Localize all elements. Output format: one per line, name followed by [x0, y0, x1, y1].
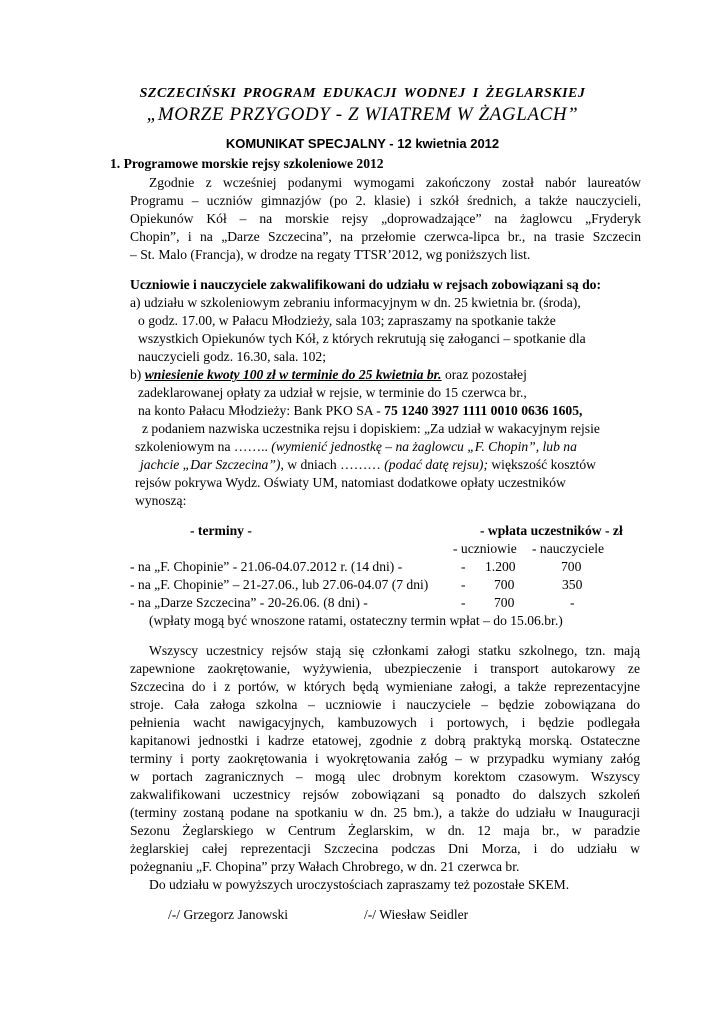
crew-line: w portach zagranicznych – mogą ulec drobnym korektom czasowym. Wszyscy	[130, 769, 640, 784]
obligation-b-italic: jachcie „Dar Szczecina”)	[140, 457, 281, 472]
obligation-b-text: , w dniach ………	[280, 457, 385, 472]
crew-line: terminy i porty zaokrętowania i wyokrętowania załóg – w przypadku wymiany załóg	[130, 751, 640, 766]
bank-account: 75 1240 3927 1111 0010 0636 1605,	[384, 403, 583, 418]
obligation-b-text: większość kosztów	[487, 457, 596, 472]
signature-left: /-/ Grzegorz Janowski	[168, 907, 289, 922]
obligation-b-deadline: wniesienie kwoty 100 zł w terminie do 25 kwietnia br.	[144, 367, 442, 382]
communique-title: KOMUNIKAT SPECJALNY - 12 kwietnia 2012	[225, 136, 500, 151]
obligation-b: rejsów pokrywa Wydz. Oświaty UM, natomiast dodatkowe opłaty uczestników	[135, 475, 566, 490]
obligations-title: Uczniowie i nauczyciele zakwalifikowani do udziału w rejsach zobowiązani są do:	[130, 277, 601, 292]
obligation-b-italic: (wymienić jednostkę – na żaglowcu „F. Chopin”, lub na	[271, 439, 577, 454]
program-title: SZCZECIŃSKI PROGRAM EDUKACJI WODNEJ I ŻEGLARSKIEJ	[139, 86, 586, 101]
crew-line: Wszyscy uczestnicy rejsów stają się członkami załogi statku szkolnego, tzn. mają	[149, 643, 640, 658]
fees-col-teachers: - nauczyciele	[532, 541, 605, 556]
obligation-b: wynoszą:	[135, 493, 187, 508]
fee-row-teachers: 350	[562, 577, 583, 592]
crew-line: stroje. Cała załoga szkolna – uczniowie i nauczyciele – będzie zobowiązana do	[130, 697, 640, 712]
intro-line: Opiekunów Kół – na morskie rejsy „doprowadzające” na żaglowcu „Fryderyk	[130, 211, 641, 226]
obligation-b-text: szkoleniowym na ……..	[135, 439, 272, 454]
fee-row-teachers: -	[570, 595, 575, 610]
obligation-b-prefix: b)	[130, 367, 145, 382]
crew-line: żeglarskiej całej reprezentacji Szczecina podczas Dni Morza, i do udziału w	[130, 841, 640, 856]
fees-note: (wpłaty mogą być wnoszone ratami, ostateczny termin wpłat – do 15.06.br.)	[149, 613, 563, 628]
fee-row-students: 700	[494, 595, 515, 610]
fee-row-teachers: 700	[561, 559, 582, 574]
crew-line: zakwalifikowani uczestnicy rejsów zobowiązani są ponadto do dalszych szkoleń	[130, 787, 640, 802]
crew-line: Szczecina do i z portów, w których będą wymieniane załogi, a także reprezentacyjne	[130, 679, 640, 694]
fee-row-label: - na „Darze Szczecina” - 20-26.06. (8 dni) -	[130, 595, 368, 610]
bank-text: na konto Pałacu Młodzieży: Bank PKO SA -	[138, 403, 385, 418]
crew-line: (terminy zostaną podane na spotkaniu w dn. 25 bm.), a także do udziału w Inauguracji	[130, 805, 640, 820]
obligation-a: wszystkich Opiekunów tych Kół, z których rekrutują się załoganci – spotkanie dla	[138, 331, 586, 346]
fee-row-label: - na „F. Chopinie” - 21.06-04.07.2012 r. (14 dni) -	[130, 559, 403, 574]
fee-row-dash: -	[461, 595, 466, 610]
fee-row-dash: -	[461, 577, 466, 592]
intro-line: Programu – uczniów gimnazjów (po 2. klasie) i szkół średnich, a także nauczycieli,	[130, 193, 641, 208]
crew-line: pełnienia wacht nawigacyjnych, kambuzowych i portowych, i będzie podlegała	[130, 715, 640, 730]
obligation-b-rest: oraz pozostałej	[441, 367, 527, 382]
intro-line: Zgodnie z wcześniej podanymi wymogami zakończony został nabór laureatów	[149, 175, 641, 190]
signature-right: /-/ Wiesław Seidler	[364, 907, 469, 922]
fees-col-dates: - terminy -	[190, 523, 252, 538]
obligation-a: nauczycieli godz. 16.30, sala. 102;	[138, 349, 326, 364]
obligation-b	[135, 438, 577, 456]
closing-line: Do udziału w powyższych uroczystościach zapraszamy też pozostałe SKEM.	[149, 877, 570, 892]
intro-line: – St. Malo (Francja), w drodze na regaty TTSR’2012, wg poniższych list.	[130, 247, 531, 262]
obligation-b: zadeklarowanej opłaty za udział w rejsie, w terminie do 15 czerwca br.,	[138, 385, 527, 400]
program-motto: „MORZE PRZYGODY - Z WIATREM W ŻAGLACH”	[146, 104, 579, 125]
fee-row-dash: -	[461, 559, 466, 574]
fee-row-label: - na „F. Chopinie” – 21-27.06., lub 27.06-04.07 (7 dni)	[130, 577, 429, 592]
crew-line: pożegnaniu „F. Chopina” przy Wałach Chrobrego, w dn. 21 czerwca br.	[130, 859, 520, 874]
intro-line: Chopin”, i na „Darze Szczecina”, na przełomie czerwca-lipca br., na trasie Szczecin	[130, 229, 641, 244]
crew-line: zapewnione zaokrętowanie, wyżywienia, ubezpieczenie i transport autokarowy ze	[130, 661, 640, 676]
crew-line: Sezonu Żeglarskiego w Centrum Żeglarskim, w dn. 12 maja br., w paradzie	[130, 823, 640, 838]
fees-col-students: - uczniowie	[453, 541, 517, 556]
obligation-b	[130, 366, 527, 384]
crew-line: kapitanowi jednostki i kadrze etatowej, zgodnie z dobrą praktyką morską. Ostateczne	[130, 733, 640, 748]
fee-row-students: 1.200	[485, 559, 516, 574]
obligation-b-italic: (podać datę rejsu);	[384, 457, 488, 472]
obligation-b	[140, 456, 596, 474]
obligation-a: a) udziału w szkoleniowym zebraniu informacyjnym w dn. 25 kwietnia br. (środa),	[130, 295, 581, 310]
fee-row-students: 700	[494, 577, 515, 592]
obligation-b	[138, 402, 582, 420]
obligation-a: o godz. 17.00, w Pałacu Młodzieży, sala 103; zapraszamy na spotkanie także	[138, 313, 556, 328]
fees-col-payment: - wpłata uczestników - zł	[480, 523, 623, 538]
section-heading: 1. Programowe morskie rejsy szkoleniowe 2012	[110, 156, 384, 171]
obligation-b: z podaniem nazwiska uczestnika rejsu i dopiskiem: „Za udział w wakacyjnym rejsie	[142, 421, 600, 436]
